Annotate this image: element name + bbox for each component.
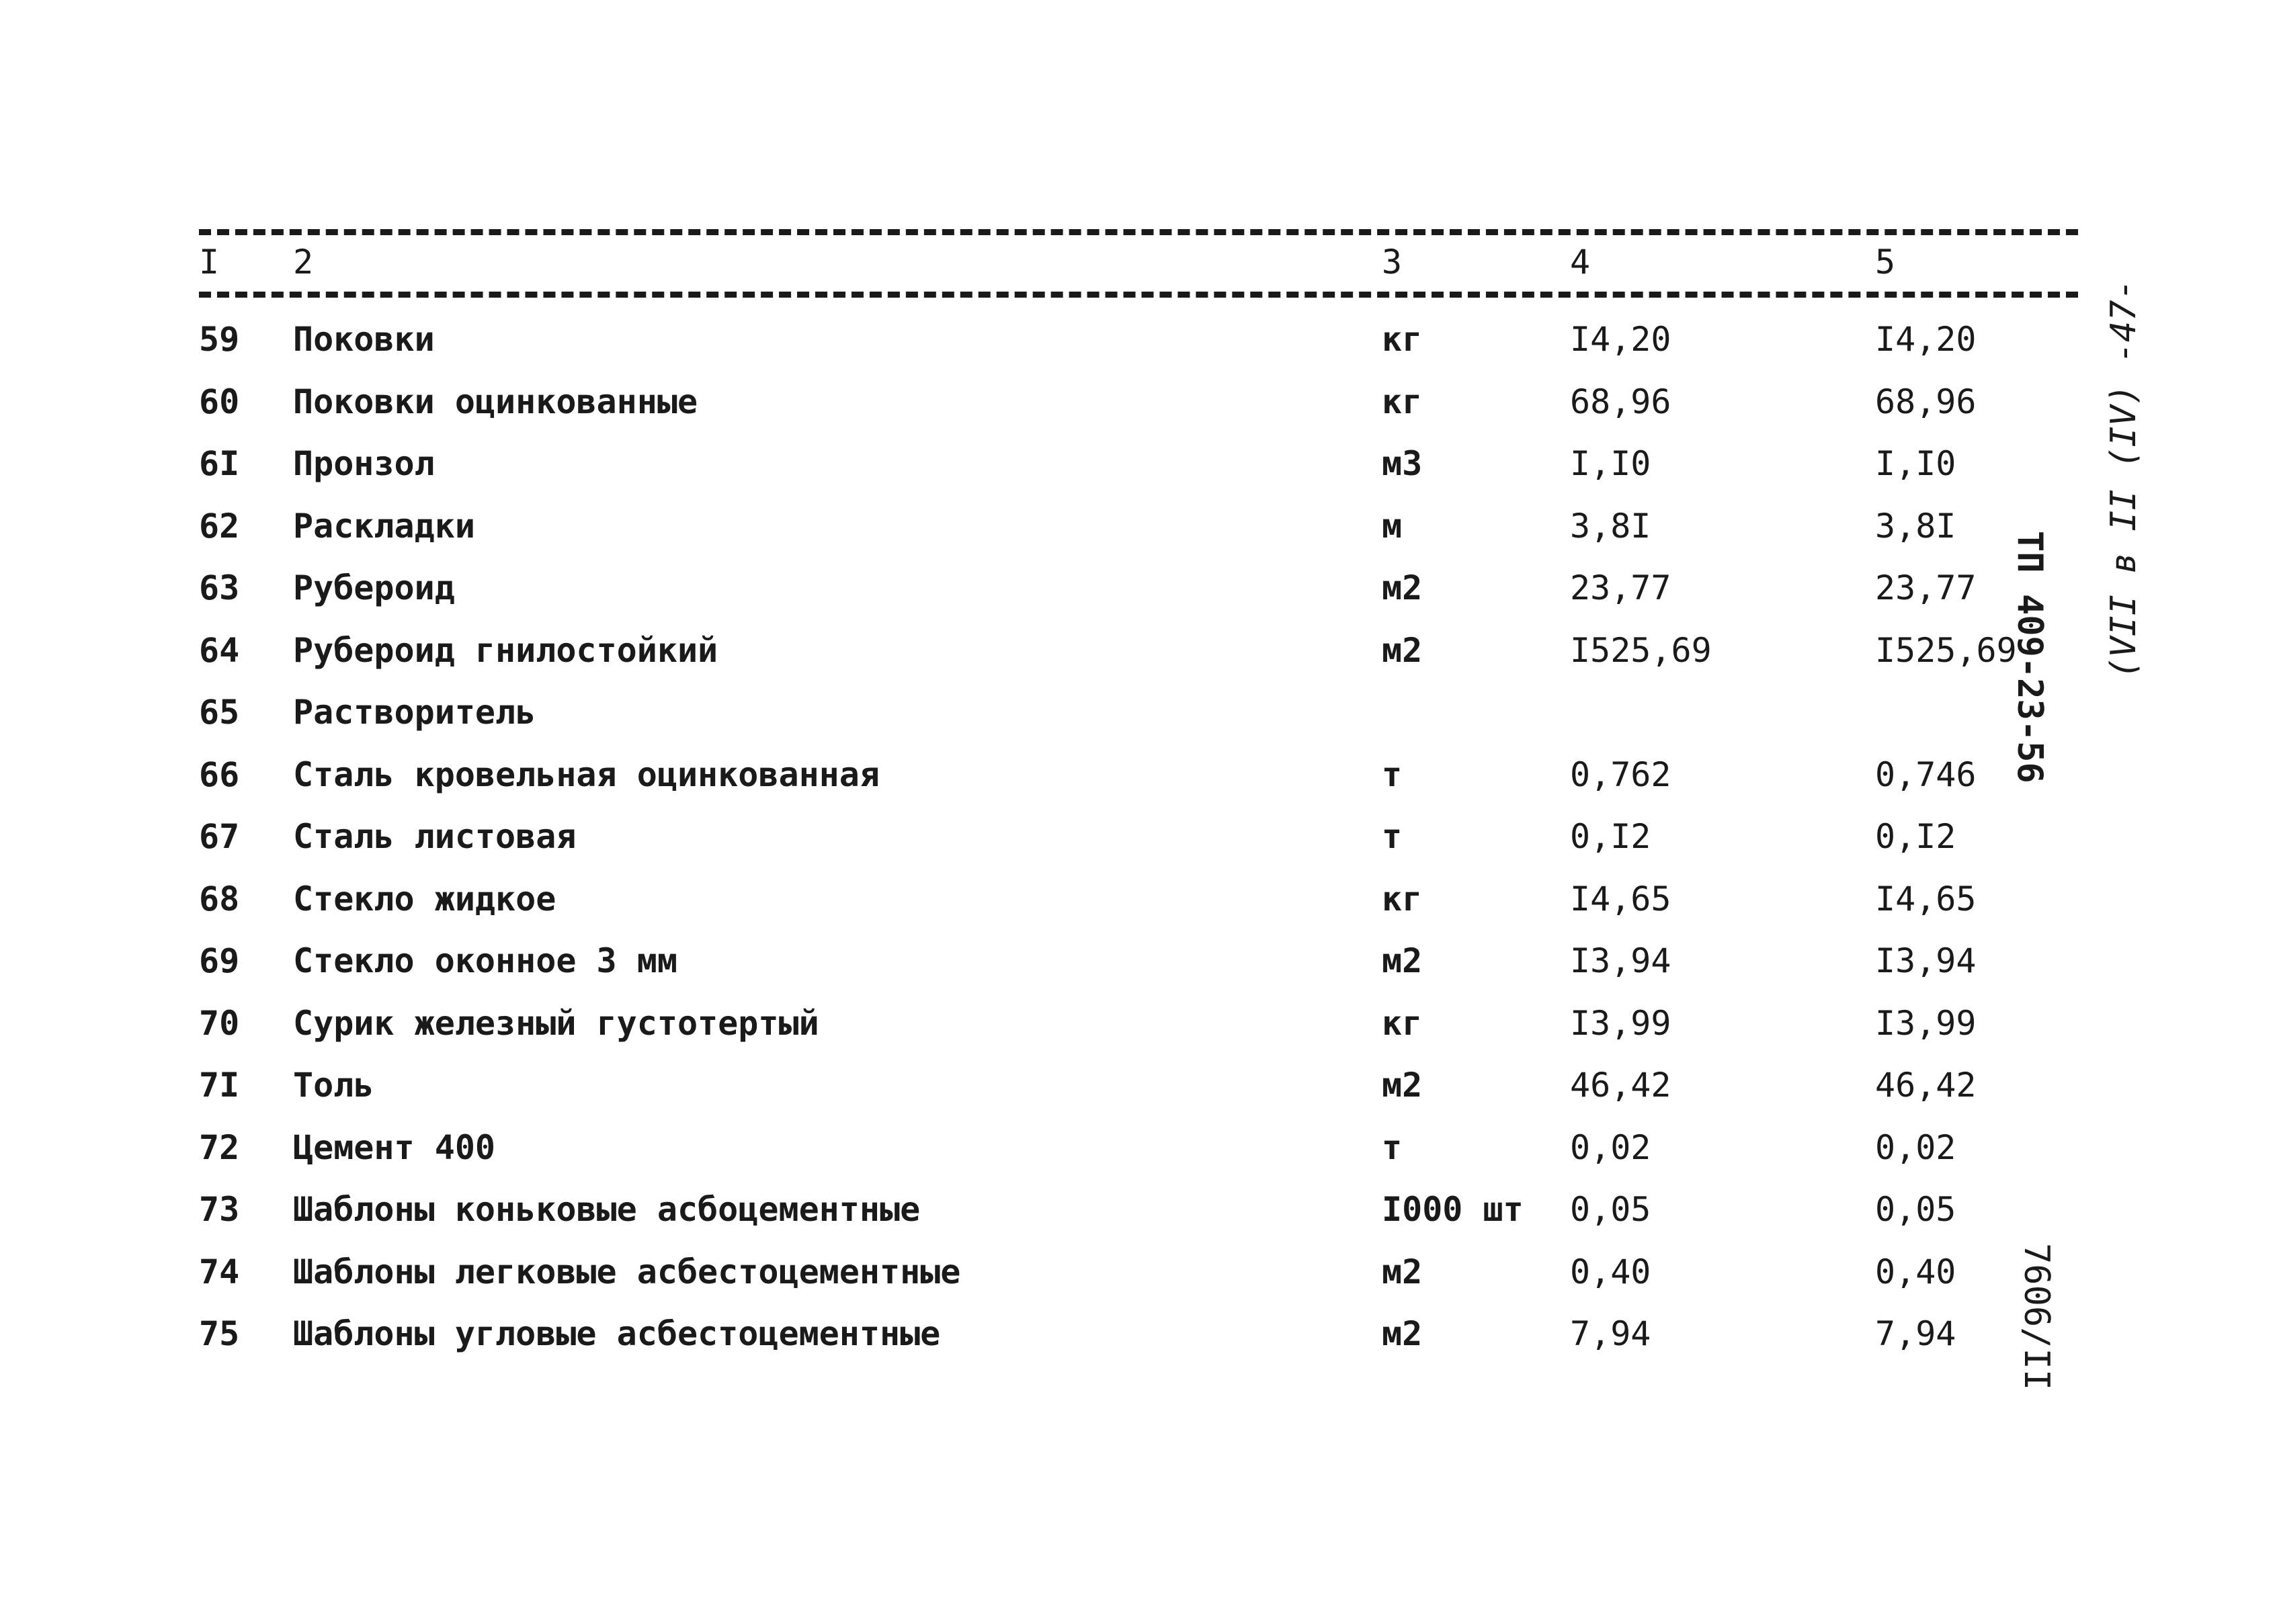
row-value-col4: 68,96 <box>1570 382 1671 421</box>
header-col-1: I <box>199 243 220 282</box>
row-unit: м <box>1382 506 1403 546</box>
row-unit: м2 <box>1382 1314 1423 1353</box>
row-material-name: Рубероид <box>293 568 455 607</box>
row-value-col5: I,I0 <box>1875 444 1956 483</box>
row-number: 62 <box>199 506 240 546</box>
row-material-name: Шаблоны коньковые асбоцементные <box>293 1190 921 1229</box>
row-unit: кг <box>1382 320 1423 359</box>
row-value-col4: 0,762 <box>1570 755 1671 794</box>
row-number: 70 <box>199 1003 240 1043</box>
row-value-col4: 7,94 <box>1570 1314 1651 1353</box>
row-value-col5: 0,02 <box>1875 1127 1956 1167</box>
row-value-col5: 7,94 <box>1875 1314 1956 1353</box>
row-value-col4: 0,05 <box>1570 1190 1651 1229</box>
row-value-col5: 3,8I <box>1875 506 1956 546</box>
row-number: 64 <box>199 630 240 670</box>
row-number: 68 <box>199 879 240 918</box>
row-material-name: Цемент 400 <box>293 1127 496 1167</box>
row-value-col5: 0,746 <box>1875 755 1977 794</box>
row-unit: кг <box>1382 382 1423 421</box>
row-unit: кг <box>1382 879 1423 918</box>
margin-note-inventory: 7606/II <box>2016 1243 2057 1391</box>
row-material-name: Шаблоны угловые асбестоцементные <box>293 1314 941 1353</box>
row-value-col5: 0,05 <box>1875 1190 1956 1229</box>
row-number: 59 <box>199 320 240 359</box>
row-material-name: Шаблоны легковые асбестоцементные <box>293 1252 961 1291</box>
row-value-col5: 46,42 <box>1875 1066 1977 1105</box>
row-material-name: Поковки оцинкованные <box>293 382 698 421</box>
row-value-col4: 3,8I <box>1570 506 1651 546</box>
row-number: 63 <box>199 568 240 607</box>
row-material-name: Пронзол <box>293 444 435 483</box>
row-value-col5: 68,96 <box>1875 382 1977 421</box>
row-unit: м3 <box>1382 444 1423 483</box>
row-unit: т <box>1382 755 1403 794</box>
row-number: 75 <box>199 1314 240 1353</box>
row-number: 72 <box>199 1127 240 1167</box>
margin-note-album-page <box>2104 279 2144 679</box>
margin-note-album: (VII в II (IV) <box>2104 384 2144 679</box>
row-value-col4: 0,40 <box>1570 1252 1651 1291</box>
row-material-name: Сурик железный густотертый <box>293 1003 819 1043</box>
header-col-3: 3 <box>1382 243 1403 282</box>
row-number: 65 <box>199 693 240 732</box>
row-number: 73 <box>199 1190 240 1229</box>
header-col-5: 5 <box>1875 243 1896 282</box>
row-value-col5: I3,94 <box>1875 941 1977 980</box>
row-material-name: Стекло оконное 3 мм <box>293 941 677 980</box>
row-number: 69 <box>199 941 240 980</box>
row-material-name: Сталь листовая <box>293 817 577 856</box>
row-unit: м2 <box>1382 630 1423 670</box>
row-value-col5: I525,69 <box>1875 630 2017 670</box>
row-number: 74 <box>199 1252 240 1291</box>
row-number: 66 <box>199 755 240 794</box>
row-material-name: Поковки <box>293 320 435 359</box>
row-material-name: Толь <box>293 1066 374 1105</box>
margin-note-code: ТП 409-23-56 <box>2009 531 2050 783</box>
row-material-name: Стекло жидкое <box>293 879 556 918</box>
row-value-col4: I4,20 <box>1570 320 1671 359</box>
row-value-col4: I525,69 <box>1570 630 1712 670</box>
row-value-col5: 0,40 <box>1875 1252 1956 1291</box>
row-unit: кг <box>1382 1003 1423 1043</box>
row-value-col4: I3,94 <box>1570 941 1671 980</box>
row-number: 60 <box>199 382 240 421</box>
row-material-name: Сталь кровельная оцинкованная <box>293 755 880 794</box>
header-col-4: 4 <box>1570 243 1591 282</box>
row-unit: т <box>1382 817 1403 856</box>
row-value-col4: I4,65 <box>1570 879 1671 918</box>
row-number: 7I <box>199 1066 240 1105</box>
row-unit: м2 <box>1382 568 1423 607</box>
row-unit: м2 <box>1382 941 1423 980</box>
row-number: 67 <box>199 817 240 856</box>
row-value-col5: I4,65 <box>1875 879 1977 918</box>
header-col-2: 2 <box>293 243 314 282</box>
row-unit: м2 <box>1382 1066 1423 1105</box>
row-value-col5: 23,77 <box>1875 568 1977 607</box>
row-value-col5: I4,20 <box>1875 320 1977 359</box>
row-unit: т <box>1382 1127 1403 1167</box>
row-material-name: Раскладки <box>293 506 475 546</box>
table-header-border <box>199 292 2078 298</box>
row-material-name: Растворитель <box>293 693 536 732</box>
row-unit: I000 шт <box>1382 1190 1524 1229</box>
row-value-col4: 23,77 <box>1570 568 1671 607</box>
row-number: 6I <box>199 444 240 483</box>
row-value-col4: 0,I2 <box>1570 817 1651 856</box>
margin-note-page: -47- <box>2104 279 2144 364</box>
row-value-col5: 0,I2 <box>1875 817 1956 856</box>
row-unit: м2 <box>1382 1252 1423 1291</box>
row-value-col5: I3,99 <box>1875 1003 1977 1043</box>
row-value-col4: I,I0 <box>1570 444 1651 483</box>
table-top-border <box>199 229 2078 235</box>
row-material-name: Рубероид гнилостойкий <box>293 630 718 670</box>
row-value-col4: 0,02 <box>1570 1127 1651 1167</box>
row-value-col4: I3,99 <box>1570 1003 1671 1043</box>
row-value-col4: 46,42 <box>1570 1066 1671 1105</box>
